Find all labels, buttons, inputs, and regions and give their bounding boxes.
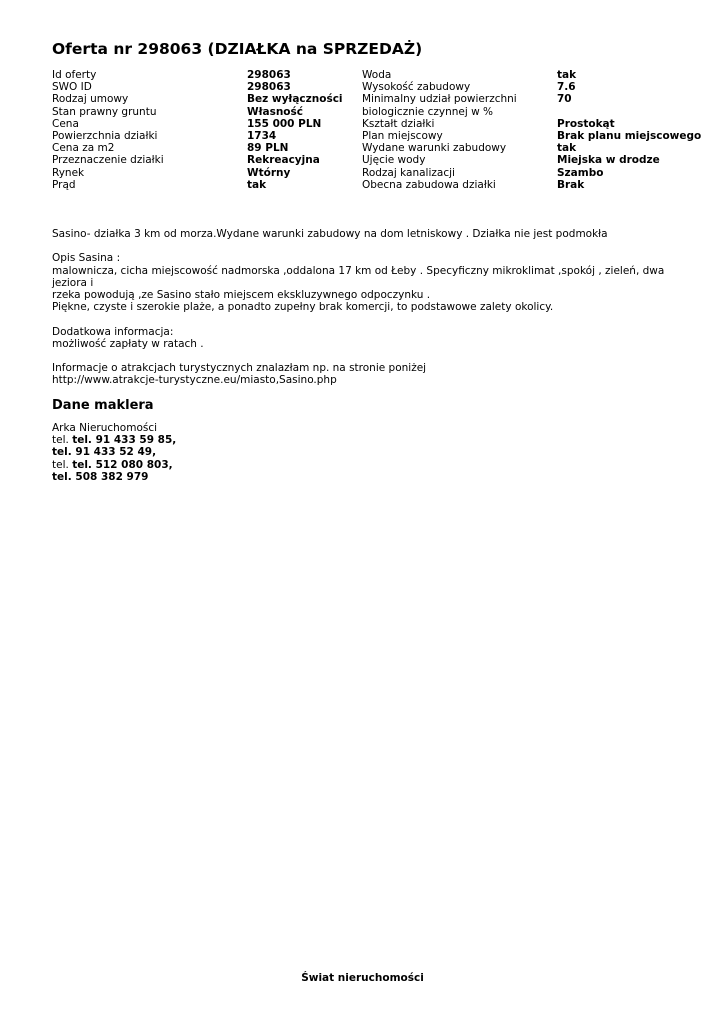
description-opis bbox=[52, 252, 692, 313]
property-label: Rodzaj umowy bbox=[52, 93, 129, 106]
property-value: 89 PLN bbox=[247, 142, 289, 155]
property-row bbox=[362, 118, 701, 130]
property-label: Cena za m2 bbox=[52, 142, 115, 155]
broker-name: Arka Nieruchomości bbox=[52, 422, 158, 434]
property-row bbox=[362, 69, 701, 81]
property-row bbox=[362, 179, 701, 191]
opis-heading: Opis Sasina : bbox=[52, 252, 121, 265]
property-value: 1734 bbox=[247, 130, 277, 143]
description-intro: Sasino- działka 3 km od morza.Wydane warunki zabudowy na dom letniskowy . Działka nie jest podmokła bbox=[52, 228, 608, 240]
property-value: Brak bbox=[557, 178, 585, 191]
property-label: Plan miejscowy bbox=[362, 130, 443, 143]
property-value: Własność bbox=[247, 105, 303, 118]
property-label: Stan prawny gruntu bbox=[52, 105, 157, 118]
property-row bbox=[362, 167, 701, 179]
property-row bbox=[52, 154, 343, 166]
property-value: Rekreacyjna bbox=[247, 154, 320, 167]
property-value: Bez wyłączności bbox=[247, 93, 343, 106]
broker-phone: tel. 91 433 59 85, bbox=[72, 434, 177, 447]
property-value: 155 000 PLN bbox=[247, 117, 322, 130]
property-row bbox=[52, 81, 343, 93]
property-value: Szambo bbox=[557, 166, 604, 179]
property-value: tak bbox=[557, 142, 577, 155]
property-value: Brak planu miejscowego bbox=[557, 130, 702, 143]
description-info bbox=[52, 362, 692, 386]
property-label: Przeznaczenie działki bbox=[52, 154, 164, 167]
opis-line: Piękne, czyste i szerokie plaże, a ponadto zupełny brak komercji, to podstawowe zalety okolicy. bbox=[52, 301, 554, 314]
property-row bbox=[52, 167, 343, 179]
property-label: Cena bbox=[52, 117, 79, 130]
opis-line: rzeka powodują ,ze Sasino stało miejscem ekskluzywnego odpoczynku . bbox=[52, 289, 431, 301]
offer-description bbox=[52, 228, 692, 399]
broker-phone-row bbox=[52, 434, 176, 446]
property-label: Powierzchnia działki bbox=[52, 130, 158, 143]
info-line: Informacje o atrakcjach turystycznych znalazłam np. na stronie poniżej bbox=[52, 362, 427, 375]
property-table-left bbox=[52, 69, 343, 191]
property-row bbox=[52, 93, 343, 105]
property-row bbox=[52, 130, 343, 142]
footer-brand: Świat nieruchomości bbox=[301, 972, 424, 984]
broker-phone-row bbox=[52, 459, 176, 471]
property-label: Prąd bbox=[52, 178, 76, 191]
tel-prefix: tel. bbox=[52, 458, 69, 471]
broker-details bbox=[52, 422, 176, 483]
description-extra bbox=[52, 326, 692, 350]
property-label: SWO ID bbox=[52, 81, 92, 94]
tel-prefix: tel. bbox=[52, 434, 69, 447]
page-title: Oferta nr 298063 (DZIAŁKA na SPRZEDAŻ) bbox=[52, 40, 423, 58]
property-label: Ujęcie wody bbox=[362, 154, 426, 167]
property-label: Rodzaj kanalizacji bbox=[362, 166, 455, 179]
property-row bbox=[362, 81, 701, 93]
property-row bbox=[52, 118, 343, 130]
property-value: Prostokąt bbox=[557, 117, 615, 130]
property-row bbox=[362, 154, 701, 166]
property-label: Id oferty bbox=[52, 69, 97, 81]
property-label: Kształt działki bbox=[362, 117, 435, 130]
property-value: tak bbox=[557, 69, 577, 81]
property-row bbox=[52, 142, 343, 154]
property-value: Miejska w drodze bbox=[557, 154, 660, 167]
property-label: Rynek bbox=[52, 166, 85, 179]
broker-phone: tel. 512 080 803, bbox=[72, 458, 173, 471]
broker-heading: Dane maklera bbox=[52, 398, 154, 413]
property-row bbox=[362, 106, 701, 118]
property-table-right bbox=[362, 69, 701, 191]
property-row bbox=[362, 142, 701, 154]
property-row bbox=[52, 69, 343, 81]
property-row bbox=[52, 179, 343, 191]
property-label: Woda bbox=[362, 69, 392, 81]
extra-text: możliwość zapłaty w ratach . bbox=[52, 337, 204, 350]
property-label: Obecna zabudowa działki bbox=[362, 178, 496, 191]
broker-phone: tel. 508 382 979 bbox=[52, 470, 149, 483]
property-row bbox=[52, 106, 343, 118]
property-label: Wydane warunki zabudowy bbox=[362, 142, 507, 155]
property-label: Minimalny udział powierzchni bbox=[362, 93, 517, 106]
extra-heading: Dodatkowa informacja: bbox=[52, 325, 174, 338]
property-label: Wysokość zabudowy bbox=[362, 81, 471, 94]
info-url: http://www.atrakcje-turystyczne.eu/miasto,Sasino.php bbox=[52, 374, 337, 387]
property-value: 298063 bbox=[247, 81, 291, 94]
property-value: 298063 bbox=[247, 69, 291, 81]
property-row bbox=[362, 93, 701, 105]
property-value: 7.6 bbox=[557, 81, 576, 94]
property-value: Wtórny bbox=[247, 166, 291, 179]
broker-phone: tel. 91 433 52 49, bbox=[52, 446, 157, 459]
property-value: tak bbox=[247, 178, 267, 191]
opis-line: malownicza, cicha miejscowość nadmorska ,oddalona 17 km od Łeby . Specyficzny mikroklimat ,spokój , zieleń, dwa jeziora i bbox=[52, 264, 665, 289]
property-value: 70 bbox=[557, 93, 572, 106]
property-label: biologicznie czynnej w % bbox=[362, 105, 494, 118]
property-row bbox=[362, 130, 701, 142]
